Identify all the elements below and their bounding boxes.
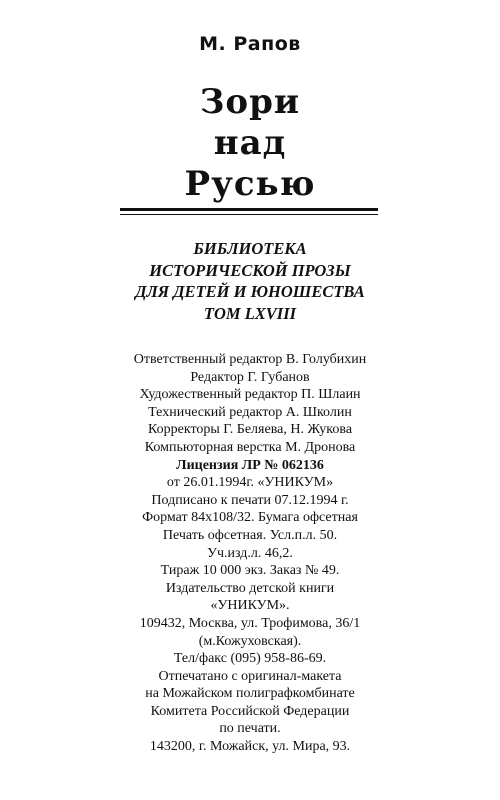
imprint-line: Корректоры Г. Беляева, Н. Жукова bbox=[147, 422, 353, 438]
series-line: БИБЛИОТЕКА bbox=[193, 239, 307, 258]
title-line: Зори bbox=[199, 82, 301, 122]
divider-thin bbox=[120, 214, 378, 215]
author-name: М. Рапов bbox=[199, 33, 301, 55]
imprint-line: Подписано к печати 07.12.1994 г. bbox=[151, 492, 349, 508]
series-line: ИСТОРИЧЕСКОЙ ПРОЗЫ bbox=[149, 260, 351, 280]
imprint-line: Печать офсетная. Усл.п.л. 50. bbox=[162, 527, 338, 543]
book-title bbox=[0, 82, 500, 205]
series-info bbox=[0, 238, 500, 324]
divider-thick bbox=[120, 208, 378, 211]
imprint-line: Издательство детской книги bbox=[165, 580, 335, 596]
imprint-line: «УНИКУМ». bbox=[210, 598, 290, 614]
title-line: Русью bbox=[184, 164, 316, 204]
imprint-line: Комитета Российской Федерации bbox=[150, 703, 350, 719]
imprint-block bbox=[0, 351, 500, 756]
imprint-line: Тел/факс (095) 958-86-69. bbox=[173, 651, 327, 667]
imprint-line: от 26.01.1994г. «УНИКУМ» bbox=[166, 475, 334, 491]
imprint-line: на Можайском полиграфкомбинате bbox=[145, 686, 355, 702]
title-line: над bbox=[213, 123, 287, 163]
imprint-line: Художественный редактор П. Шлаин bbox=[139, 387, 361, 403]
imprint-line: (м.Кожуховская). bbox=[198, 633, 302, 649]
imprint-line: 109432, Москва, ул. Трофимова, 36/1 bbox=[139, 615, 361, 631]
imprint-line: Уч.изд.л. 46,2. bbox=[207, 545, 293, 561]
imprint-line: Компьюторная верстка М. Дронова bbox=[144, 439, 356, 455]
imprint-line: Редактор Г. Губанов bbox=[190, 369, 310, 385]
series-volume: ТОМ LXVIII bbox=[203, 303, 297, 323]
series-line: ДЛЯ ДЕТЕЙ И ЮНОШЕСТВА bbox=[135, 282, 365, 301]
imprint-line: 143200, г. Можайск, ул. Мира, 93. bbox=[149, 739, 351, 755]
license-line: Лицензия ЛР № 062136 bbox=[176, 457, 324, 473]
imprint-line: Тираж 10 000 экз. Заказ № 49. bbox=[160, 563, 340, 579]
imprint-line: Формат 84x108/32. Бумага офсетная bbox=[142, 510, 358, 526]
imprint-line: по печати. bbox=[219, 721, 281, 737]
imprint-line: Отпечатано с оригинал-макета bbox=[158, 668, 342, 684]
imprint-line: Технический редактор А. Школин bbox=[148, 404, 352, 420]
imprint-line: Ответственный редактор В. Голубихин bbox=[133, 352, 367, 367]
